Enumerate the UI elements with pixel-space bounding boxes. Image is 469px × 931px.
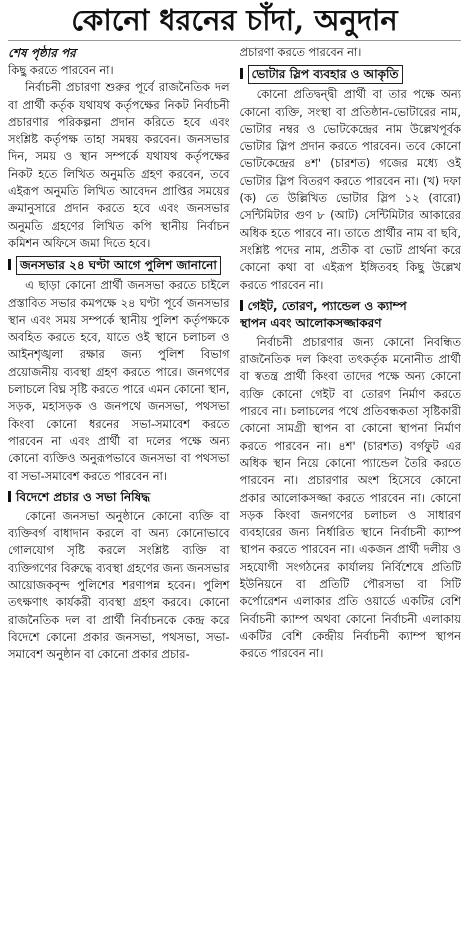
- paragraph: কোনো প্রতিদ্বন্দ্বী প্রার্থী বা তার পক্ষে অন্য কোনো ব্যক্তি, সংস্থা বা প্রতিষ্ঠান-ভোটারের নাম, ভোটার নম্বর ও ভোটকেন্দ্রের নাম উল্লেখপূর্বক ভোটার স্লিপ প্রদান করতে পারবেন। তবে কোনো ভোটকেন্দ্রের ৪শ' (চারশত) গজের মধ্যে ওই ভোটার স্লিপ বিতরণ করতে পারবেন না। (খ) দফা (ক) তে উল্লিখিত ভোটার স্লিপ ১২ (বারো) সেন্টিমিটার গুণ ৮ (আট) সেন্টিমিটার আকারের অধিক হতে পারবে না। তাতে প্রার্থীর নাম বা ছবি, সংশ্লিষ্ট পদের নাম, প্রতীক বা ভোট প্রার্থনা করে কোনো কথা বা এইরূপ ইঙ্গিতবহ কিছু উল্লেখ করতে পারবেন না।: [239, 87, 461, 292]
- left-column: [8, 44, 230, 931]
- article-columns: [8, 44, 461, 931]
- article-headline: কোনো ধরনের চাঁদা, অনুদান: [8, 0, 461, 41]
- subheading-gate-camp: [240, 298, 462, 332]
- paragraph: কিছু করতে পারবেন না।: [8, 63, 114, 77]
- continued-from-label: শেষ পৃষ্ঠার পর: [8, 46, 76, 60]
- subheading-text: জনসভার ২৪ ঘণ্টা আগে পুলিশ জানানো: [16, 256, 221, 275]
- right-column: [240, 44, 462, 931]
- subheading-line-1: [240, 298, 462, 315]
- paragraph: প্রচারণা করতে পারবেন না।: [239, 45, 362, 59]
- paragraph: নির্বাচনী প্রচারণা শুরুর পূর্বে রাজনৈতিক দল বা প্রার্থী কর্তৃক যথাযথ কর্তৃপক্ষের নিকট নির্বাচনী প্রচারণার পরিকল্পনা প্রদান করিতে হবে এবং সংশ্লিষ্ট কর্তৃপক্ষ তাহা সমন্বয় করবেন। জনসভার দিন, সময় ও স্থান সম্পর্কে যথাযথ কর্তৃপক্ষের নিকট হতে লিখিত অনুমতি গ্রহণ করবেন, তবে এইরূপ অনুমতি লিখিত আবেদন প্রাপ্তির সময়ের ক্রমানুসারে প্রদান করতে হবে এবং জনসভার অনুমতি গ্রহণের লিখিত কপি স্থানীয় নির্বাচন কমিশন অফিসে জমা দিতে হবে।: [8, 80, 230, 250]
- subheading-police-notice: [8, 256, 230, 275]
- subheading-voter-slip: [240, 65, 462, 84]
- subheading-text: গেইট, তোরণ, প্যান্ডেল ও ক্যাম্প: [247, 298, 407, 313]
- subheading-foreign-campaign: [8, 489, 230, 506]
- subheading-text: ভোটার স্লিপ ব্যবহার ও আকৃতি: [248, 65, 403, 84]
- subheading-bar-marker: [240, 68, 243, 79]
- subheading-bar-marker: [240, 300, 243, 311]
- subheading-line-2: স্থাপন এবং আলোকসজ্জাকরণ: [239, 315, 382, 330]
- paragraph: নির্বাচনী প্রচারণার জন্য কোনো নিবন্ধিত রাজনৈতিক দল কিংবা তৎকর্তৃক মনোনীত প্রার্থী বা স্বতন্ত্র প্রার্থী কিংবা তাদের পক্ষে অন্য কোনো ব্যক্তি কোনো গেইট বা তোরণ নির্মাণ করতে পারবে না। চলাচলের পথে প্রতিবন্ধকতা সৃষ্টিকারী কোনো সামগ্রী স্থাপন বা কোনো স্থাপনা নির্মাণ করতে পারবেন না। ৪শ' (চারশত) বর্গফুট এর অধিক স্থান নিয়ে কোনো প্যান্ডেল তৈরি করতে পারবেন না। প্রচারণার অংশ হিসেবে কোনো প্রকার আলোকসজ্জা করতে পারবেন না। কোনো সড়ক কিংবা জনগণের চলাচল ও সাধারণ ব্যবহারের জন্য নির্ধারিত স্থানে নির্বাচনী ক্যাম্প স্থাপন করতে পারবেন না। একজন প্রার্থী দলীয় ও সহযোগী সংগঠনের কার্যালয় নির্বিশেষে প্রতিটি ইউনিয়নে বা প্রতিটি পৌরসভা বা সিটি কর্পোরেশন এলাকার প্রতি ওয়ার্ডে একটির বেশি নির্বাচনী ক্যাম্প অথবা কোনো নির্বাচনী এলাকায় একটির বেশি কেন্দ্রীয় নির্বাচনী ক্যাম্প স্থাপন করতে পারবেন না।: [239, 334, 461, 661]
- subheading-bar-marker: [8, 259, 11, 270]
- paragraph: এ ছাড়া কোনো প্রার্থী জনসভা করতে চাইলে প্রস্তাবিত সভার কমপক্ষে ২৪ ঘণ্টা পূর্বে জনসভার স্থান এবং সময় সম্পর্কে স্থানীয় পুলিশ কর্তৃপক্ষকে অবহিত করতে হবে, যাতে ওই স্থানে চলাচল ও আইনশৃঙ্খলা রক্ষার জন্য পুলিশ বিভাগ প্রয়োজনীয় ব্যবস্থা গ্রহণ করতে পারে। জনগণের চলাচলে বিঘ্ন সৃষ্টি করতে পারে এমন কোনো স্থান, সড়ক, মহাসড়ক ও জনপথে জনসভা, পথসভা কিংবা কোনো ধরনের সভা-সমাবেশ করতে পারবেন না এবং প্রার্থী বা দলের পক্ষে অন্য কোনো ব্যক্তিও অনুরূপভাবে জনসভা বা পথসভা বা সভা-সমাবেশ করতে পারবেন না।: [8, 278, 230, 483]
- paragraph: কোনো জনসভা অনুষ্ঠানে কোনো ব্যক্তি বা ব্যক্তিবর্গ বাধাদান করলে বা অন্য কোনোভাবে গোলযোগ সৃষ্টি করলে সংশ্লিষ্ট ব্যক্তি বা ব্যক্তিগণের বিরুদ্ধে ব্যবস্থা গ্রহণের জন্য জনসভার আয়োজকবৃন্দ পুলিশের শরণাপন্ন হবেন। পুলিশ তৎক্ষণাৎ কার্যকরী ব্যবস্থা গ্রহণ করবে। কোনো রাজনৈতিক দল বা প্রার্থী নির্বাচনকে কেন্দ্র করে বিদেশে কোনো প্রকার জনসভা, পথসভা, সভা-সমাবেশ অনুষ্ঠান বা কোনো প্রকার প্রচার-: [8, 508, 230, 662]
- subheading-text: বিদেশে প্রচার ও সভা নিষিদ্ধ: [16, 489, 151, 504]
- subheading-bar-marker: [8, 491, 11, 502]
